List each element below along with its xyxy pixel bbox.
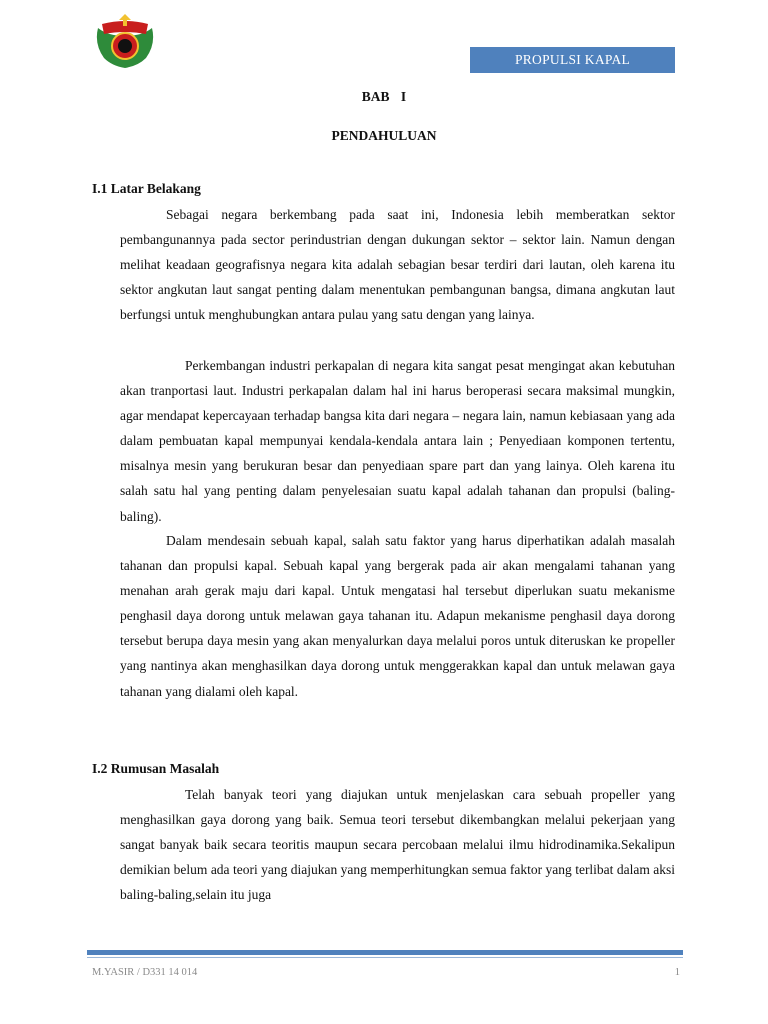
footer-author: M.YASIR / D331 14 014 bbox=[92, 967, 198, 978]
footer-page-number: 1 bbox=[674, 967, 680, 978]
chapter-title: PENDAHULUAN bbox=[331, 128, 437, 143]
chapter-number: BAB I bbox=[361, 89, 407, 104]
header-label: PROPULSI KAPAL bbox=[470, 47, 675, 73]
footer-rule-thin bbox=[87, 957, 683, 958]
paragraph: Perkembangan industri perkapalan di negara kita sangat pesat mengingat akan kebutuhan akan tranportasi laut. Industri perkapalan dalam hal ini harus beroperasi secara maksimal mungkin, agar mendapat kepercayaan terhadap bangsa kita dari negara – negara lain, namun kebiasaan yang ada dalam pembuatan kapal mempunyai kendala-kendala antara lain ; Penyediaan komponen tertentu, misalnya mesin yang berukuran besar dan penyediaan spare part dan yang lainya. Oleh karena itu salah satu hal yang penting dalam penyelesaian suatu kapal adalah tahanan dan propulsi (baling-baling). bbox=[120, 358, 675, 524]
section-heading-rumusan-masalah: I.2 Rumusan Masalah bbox=[92, 761, 220, 776]
university-emblem-icon bbox=[92, 14, 158, 70]
footer-rule bbox=[87, 950, 683, 955]
paragraph: Telah banyak teori yang diajukan untuk menjelaskan cara sebuah propeller yang menghasilkan gaya dorong yang baik. Semua teori tersebut dikembangkan melalui pekerjaan yang sangat banyak baik secara teoritis maupun secara percobaan melalui ilmu hidrodinamika.Sekalipun demikian belum ada teori yang diajukan yang memperhitungkan semua faktor yang terlibat dalam aksi baling-baling,selain itu juga bbox=[120, 787, 675, 903]
paragraph: Dalam mendesain sebuah kapal, salah satu faktor yang harus diperhatikan adalah masalah tahanan dan propulsi kapal. Sebuah kapal yang bergerak pada air akan mengalami tahanan yang menahan arah gerak maju dari kapal. Untuk mengatasi hal tersebut diperlukan suatu mekanisme penghasil daya dorong untuk melawan gaya tahanan itu. Adapun mekanisme penghasil daya dorong tersebut berupa daya mesin yang akan menyalurkan daya melalui poros untuk diteruskan ke propeller yang nantinya akan menghasilkan daya dorong untuk menggerakkan kapal dan untuk melawan gaya tahanan yang dialami oleh kapal. bbox=[120, 533, 675, 699]
section-heading-latar-belakang: I.1 Latar Belakang bbox=[92, 181, 201, 196]
paragraph: Sebagai negara berkembang pada saat ini, Indonesia lebih memberatkan sektor pembangunannya pada sector perindustrian dengan dukungan sektor – sektor lain. Namun dengan melihat keadaan geografisnya negara kita adalah sebagian besar terdiri dari lautan, oleh karena itu sektor angkutan laut sangat penting dalam menentukan pembangunan bangsa, dimana angkutan laut berfungsi untuk menghubungkan antara pulau yang satu dengan yang lainya. bbox=[120, 207, 675, 323]
